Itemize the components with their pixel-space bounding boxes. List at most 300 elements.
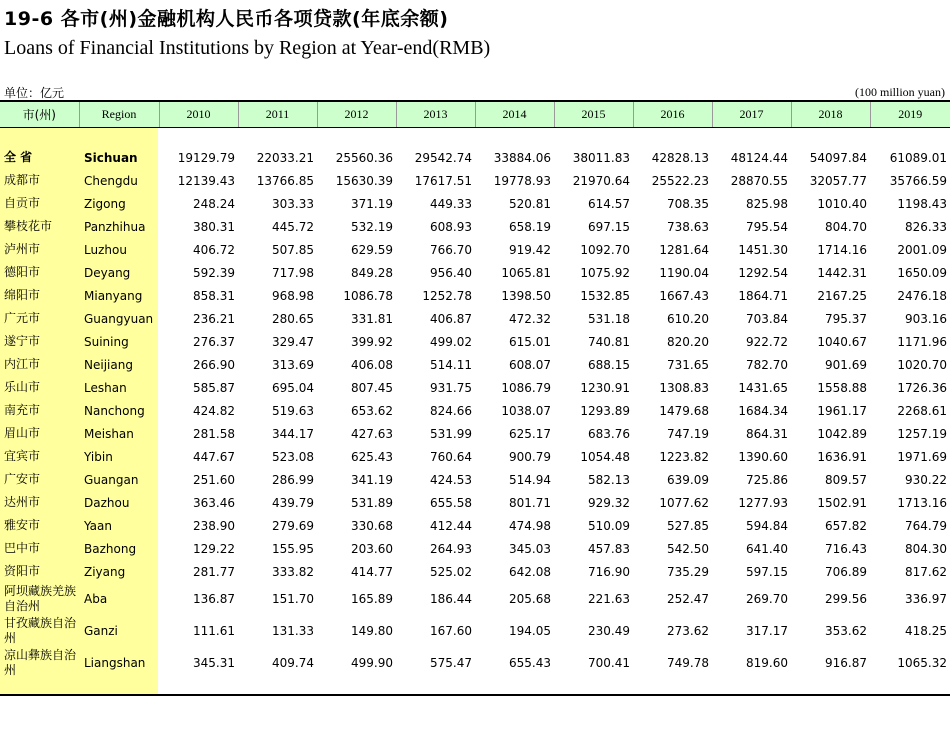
row-city-cn: 甘孜藏族自治州 bbox=[4, 616, 77, 645]
cell-value-2018: 901.69 bbox=[825, 357, 867, 372]
table-title-english: Loans of Financial Institutions by Region at Year-end(RMB) bbox=[4, 37, 491, 59]
cell-value-2017: 725.86 bbox=[746, 472, 788, 487]
cell-value-2011: 523.08 bbox=[272, 449, 314, 464]
cell-value-2015: 683.76 bbox=[588, 426, 630, 441]
cell-value-2019: 61089.01 bbox=[889, 150, 947, 165]
row-region-en: Luzhou bbox=[84, 242, 127, 257]
cell-value-2018: 54097.84 bbox=[809, 150, 867, 165]
cell-value-2013: 608.93 bbox=[430, 219, 472, 234]
row-region-en: Ziyang bbox=[84, 564, 126, 579]
row-region-en: Guangan bbox=[84, 472, 139, 487]
cell-value-2016: 542.50 bbox=[667, 541, 709, 556]
row-city-cn: 攀枝花市 bbox=[4, 219, 53, 233]
row-city-cn: 眉山市 bbox=[4, 426, 41, 440]
cell-value-2015: 531.18 bbox=[588, 311, 630, 326]
cell-value-2013: 766.70 bbox=[430, 242, 472, 257]
cell-value-2017: 317.17 bbox=[746, 624, 788, 638]
cell-value-2010: 447.67 bbox=[193, 449, 235, 464]
cell-value-2011: 13766.85 bbox=[256, 173, 314, 188]
cell-value-2010: 281.77 bbox=[193, 564, 235, 579]
cell-value-2013: 424.53 bbox=[430, 472, 472, 487]
cell-value-2017: 703.84 bbox=[746, 311, 788, 326]
table-row bbox=[0, 284, 950, 307]
cell-value-2016: 527.85 bbox=[667, 518, 709, 533]
cell-value-2017: 641.40 bbox=[746, 541, 788, 556]
cell-value-2012: 653.62 bbox=[351, 403, 393, 418]
cell-value-2011: 344.17 bbox=[272, 426, 314, 441]
cell-value-2019: 1020.70 bbox=[897, 357, 947, 372]
cell-value-2015: 457.83 bbox=[588, 541, 630, 556]
cell-value-2012: 203.60 bbox=[351, 541, 393, 556]
table-row bbox=[0, 537, 950, 560]
table-row bbox=[0, 307, 950, 330]
table-row bbox=[0, 647, 950, 679]
header-year: 2016 bbox=[633, 102, 712, 128]
cell-value-2012: 625.43 bbox=[351, 449, 393, 464]
cell-value-2019: 35766.59 bbox=[889, 173, 947, 188]
table-row bbox=[0, 146, 950, 169]
row-region-en: Neijiang bbox=[84, 357, 133, 372]
cell-value-2012: 399.92 bbox=[351, 334, 393, 349]
cell-value-2014: 474.98 bbox=[509, 518, 551, 533]
cell-value-2015: 1230.91 bbox=[580, 380, 630, 395]
cell-value-2019: 2001.09 bbox=[897, 242, 947, 257]
row-city-cn: 广安市 bbox=[4, 472, 41, 486]
cell-value-2013: 406.87 bbox=[430, 311, 472, 326]
cell-value-2010: 592.39 bbox=[193, 265, 235, 280]
cell-value-2019: 2476.18 bbox=[897, 288, 947, 303]
cell-value-2014: 33884.06 bbox=[493, 150, 551, 165]
cell-value-2016: 1190.04 bbox=[659, 265, 709, 280]
row-city-cn: 达州市 bbox=[4, 495, 41, 509]
cell-value-2017: 48124.44 bbox=[730, 150, 788, 165]
cell-value-2017: 1390.60 bbox=[738, 449, 788, 464]
cell-value-2018: 2167.25 bbox=[817, 288, 867, 303]
cell-value-2015: 929.32 bbox=[588, 495, 630, 510]
row-region-en: Ganzi bbox=[84, 624, 118, 638]
cell-value-2019: 1971.69 bbox=[897, 449, 947, 464]
header-year: 2015 bbox=[554, 102, 633, 128]
cell-value-2015: 614.57 bbox=[588, 196, 630, 211]
cell-value-2016: 820.20 bbox=[667, 334, 709, 349]
table-row bbox=[0, 560, 950, 583]
cell-value-2012: 330.68 bbox=[351, 518, 393, 533]
row-city-cn: 资阳市 bbox=[4, 564, 41, 578]
table-row bbox=[0, 353, 950, 376]
cell-value-2011: 286.99 bbox=[272, 472, 314, 487]
header-year: 2013 bbox=[396, 102, 475, 128]
cell-value-2019: 2268.61 bbox=[897, 403, 947, 418]
row-region-en: Chengdu bbox=[84, 173, 138, 188]
cell-value-2016: 735.29 bbox=[667, 564, 709, 579]
cell-value-2010: 12139.43 bbox=[177, 173, 235, 188]
cell-value-2016: 610.20 bbox=[667, 311, 709, 326]
cell-value-2011: 968.98 bbox=[272, 288, 314, 303]
cell-value-2019: 826.33 bbox=[905, 219, 947, 234]
cell-value-2010: 281.58 bbox=[193, 426, 235, 441]
header-city: 市(州) bbox=[0, 102, 79, 128]
row-city-cn: 巴中市 bbox=[4, 541, 41, 555]
row-city-cn: 德阳市 bbox=[4, 265, 41, 279]
row-region-en: Suining bbox=[84, 334, 129, 349]
cell-value-2014: 658.19 bbox=[509, 219, 551, 234]
cell-value-2014: 919.42 bbox=[509, 242, 551, 257]
row-city-cn: 遂宁市 bbox=[4, 334, 41, 348]
cell-value-2016: 708.35 bbox=[667, 196, 709, 211]
cell-value-2012: 1086.78 bbox=[343, 288, 393, 303]
cell-value-2015: 38011.83 bbox=[572, 150, 630, 165]
cell-value-2019: 1650.09 bbox=[897, 265, 947, 280]
cell-value-2014: 642.08 bbox=[509, 564, 551, 579]
cell-value-2012: 849.28 bbox=[351, 265, 393, 280]
cell-value-2018: 1042.89 bbox=[817, 426, 867, 441]
row-region-en: Leshan bbox=[84, 380, 127, 395]
cell-value-2012: 629.59 bbox=[351, 242, 393, 257]
row-city-cn: 泸州市 bbox=[4, 242, 41, 256]
cell-value-2010: 585.87 bbox=[193, 380, 235, 395]
cell-value-2012: 427.63 bbox=[351, 426, 393, 441]
cell-value-2012: 341.19 bbox=[351, 472, 393, 487]
cell-value-2019: 1713.16 bbox=[897, 495, 947, 510]
cell-value-2010: 380.31 bbox=[193, 219, 235, 234]
cell-value-2019: 903.16 bbox=[905, 311, 947, 326]
cell-value-2012: 165.89 bbox=[351, 592, 393, 606]
cell-value-2010: 424.82 bbox=[193, 403, 235, 418]
cell-value-2016: 1308.83 bbox=[659, 380, 709, 395]
cell-value-2010: 406.72 bbox=[193, 242, 235, 257]
cell-value-2010: 276.37 bbox=[193, 334, 235, 349]
cell-value-2018: 1961.17 bbox=[817, 403, 867, 418]
cell-value-2013: 931.75 bbox=[430, 380, 472, 395]
cell-value-2016: 1281.64 bbox=[659, 242, 709, 257]
row-region-en: Liangshan bbox=[84, 656, 146, 670]
header-year: 2014 bbox=[475, 102, 554, 128]
cell-value-2013: 514.11 bbox=[430, 357, 472, 372]
table-row bbox=[0, 583, 950, 615]
cell-value-2015: 1092.70 bbox=[580, 242, 630, 257]
cell-value-2012: 406.08 bbox=[351, 357, 393, 372]
table-row bbox=[0, 491, 950, 514]
cell-value-2011: 280.65 bbox=[272, 311, 314, 326]
cell-value-2018: 706.89 bbox=[825, 564, 867, 579]
row-region-en: Yibin bbox=[84, 449, 113, 464]
cell-value-2014: 194.05 bbox=[509, 624, 551, 638]
cell-value-2014: 205.68 bbox=[509, 592, 551, 606]
cell-value-2019: 764.79 bbox=[905, 518, 947, 533]
cell-value-2015: 688.15 bbox=[588, 357, 630, 372]
cell-value-2017: 795.54 bbox=[746, 219, 788, 234]
cell-value-2013: 525.02 bbox=[430, 564, 472, 579]
cell-value-2011: 303.33 bbox=[272, 196, 314, 211]
cell-value-2015: 1054.48 bbox=[580, 449, 630, 464]
unit-label-chinese: 单位：亿元 bbox=[4, 86, 65, 100]
cell-value-2013: 824.66 bbox=[430, 403, 472, 418]
cell-value-2014: 1038.07 bbox=[501, 403, 551, 418]
cell-value-2019: 804.30 bbox=[905, 541, 947, 556]
row-city-cn: 绵阳市 bbox=[4, 288, 41, 302]
cell-value-2017: 1277.93 bbox=[738, 495, 788, 510]
table-bottom-rule bbox=[0, 694, 950, 696]
cell-value-2011: 151.70 bbox=[272, 592, 314, 606]
header-region: Region bbox=[79, 102, 159, 128]
table-row bbox=[0, 330, 950, 353]
cell-value-2012: 149.80 bbox=[351, 624, 393, 638]
cell-value-2012: 414.77 bbox=[351, 564, 393, 579]
row-region-en: Guangyuan bbox=[84, 311, 154, 326]
table-row bbox=[0, 238, 950, 261]
cell-value-2010: 111.61 bbox=[193, 624, 235, 638]
cell-value-2012: 531.89 bbox=[351, 495, 393, 510]
cell-value-2018: 916.87 bbox=[825, 656, 867, 670]
cell-value-2010: 345.31 bbox=[193, 656, 235, 670]
table-row bbox=[0, 468, 950, 491]
cell-value-2010: 248.24 bbox=[193, 196, 235, 211]
cell-value-2017: 1292.54 bbox=[738, 265, 788, 280]
cell-value-2011: 717.98 bbox=[272, 265, 314, 280]
cell-value-2013: 186.44 bbox=[430, 592, 472, 606]
cell-value-2013: 499.02 bbox=[430, 334, 472, 349]
cell-value-2014: 1398.50 bbox=[501, 288, 551, 303]
cell-value-2016: 731.65 bbox=[667, 357, 709, 372]
table-row bbox=[0, 261, 950, 284]
table-row bbox=[0, 192, 950, 215]
cell-value-2019: 930.22 bbox=[905, 472, 947, 487]
data-table bbox=[0, 146, 950, 679]
cell-value-2014: 1065.81 bbox=[501, 265, 551, 280]
cell-value-2017: 1451.30 bbox=[738, 242, 788, 257]
cell-value-2015: 21970.64 bbox=[572, 173, 630, 188]
row-region-en: Dazhou bbox=[84, 495, 130, 510]
cell-value-2012: 331.81 bbox=[351, 311, 393, 326]
cell-value-2015: 716.90 bbox=[588, 564, 630, 579]
cell-value-2016: 747.19 bbox=[667, 426, 709, 441]
cell-value-2016: 252.47 bbox=[667, 592, 709, 606]
cell-value-2017: 922.72 bbox=[746, 334, 788, 349]
cell-value-2019: 1726.36 bbox=[897, 380, 947, 395]
cell-value-2013: 531.99 bbox=[430, 426, 472, 441]
row-city-cn: 全 省 bbox=[4, 150, 33, 164]
cell-value-2018: 1636.91 bbox=[817, 449, 867, 464]
cell-value-2014: 608.07 bbox=[509, 357, 551, 372]
cell-value-2017: 1684.34 bbox=[738, 403, 788, 418]
header-year: 2018 bbox=[791, 102, 870, 128]
cell-value-2018: 1040.67 bbox=[817, 334, 867, 349]
cell-value-2019: 336.97 bbox=[905, 592, 947, 606]
row-region-en: Meishan bbox=[84, 426, 134, 441]
cell-value-2017: 594.84 bbox=[746, 518, 788, 533]
cell-value-2016: 738.63 bbox=[667, 219, 709, 234]
cell-value-2014: 514.94 bbox=[509, 472, 551, 487]
cell-value-2011: 329.47 bbox=[272, 334, 314, 349]
cell-value-2017: 825.98 bbox=[746, 196, 788, 211]
cell-value-2012: 15630.39 bbox=[335, 173, 393, 188]
cell-value-2011: 22033.21 bbox=[256, 150, 314, 165]
table-header bbox=[0, 102, 950, 128]
cell-value-2015: 582.13 bbox=[588, 472, 630, 487]
cell-value-2013: 956.40 bbox=[430, 265, 472, 280]
cell-value-2011: 519.63 bbox=[272, 403, 314, 418]
cell-value-2016: 1479.68 bbox=[659, 403, 709, 418]
table-title-chinese: 19-6 各市(州)金融机构人民币各项贷款(年底余额) bbox=[4, 8, 449, 30]
cell-value-2011: 131.33 bbox=[272, 624, 314, 638]
cell-value-2014: 900.79 bbox=[509, 449, 551, 464]
table-row bbox=[0, 215, 950, 238]
row-region-en: Zigong bbox=[84, 196, 126, 211]
cell-value-2014: 655.43 bbox=[509, 656, 551, 670]
cell-value-2013: 655.58 bbox=[430, 495, 472, 510]
row-city-cn: 凉山彝族自治州 bbox=[4, 648, 77, 677]
header-year: 2012 bbox=[317, 102, 396, 128]
cell-value-2011: 313.69 bbox=[272, 357, 314, 372]
cell-value-2019: 1171.96 bbox=[897, 334, 947, 349]
cell-value-2015: 1293.89 bbox=[580, 403, 630, 418]
cell-value-2014: 615.01 bbox=[509, 334, 551, 349]
cell-value-2016: 42828.13 bbox=[651, 150, 709, 165]
cell-value-2017: 269.70 bbox=[746, 592, 788, 606]
cell-value-2013: 760.64 bbox=[430, 449, 472, 464]
table-row bbox=[0, 615, 950, 647]
cell-value-2015: 700.41 bbox=[588, 656, 630, 670]
cell-value-2013: 29542.74 bbox=[414, 150, 472, 165]
row-city-cn: 宜宾市 bbox=[4, 449, 41, 463]
cell-value-2010: 129.22 bbox=[193, 541, 235, 556]
cell-value-2011: 333.82 bbox=[272, 564, 314, 579]
cell-value-2010: 858.31 bbox=[193, 288, 235, 303]
row-city-cn: 内江市 bbox=[4, 357, 41, 371]
cell-value-2015: 1532.85 bbox=[580, 288, 630, 303]
cell-value-2010: 136.87 bbox=[193, 592, 235, 606]
row-city-cn: 广元市 bbox=[4, 311, 41, 325]
cell-value-2011: 439.79 bbox=[272, 495, 314, 510]
header-year: 2017 bbox=[712, 102, 791, 128]
cell-value-2011: 445.72 bbox=[272, 219, 314, 234]
cell-value-2018: 353.62 bbox=[825, 624, 867, 638]
row-region-en: Panzhihua bbox=[84, 219, 146, 234]
table-row bbox=[0, 376, 950, 399]
row-region-en: Nanchong bbox=[84, 403, 145, 418]
cell-value-2012: 371.19 bbox=[351, 196, 393, 211]
cell-value-2017: 1431.65 bbox=[738, 380, 788, 395]
cell-value-2018: 1010.40 bbox=[817, 196, 867, 211]
cell-value-2018: 32057.77 bbox=[809, 173, 867, 188]
row-region-en: Mianyang bbox=[84, 288, 143, 303]
table-row bbox=[0, 399, 950, 422]
cell-value-2018: 1558.88 bbox=[817, 380, 867, 395]
cell-value-2018: 809.57 bbox=[825, 472, 867, 487]
cell-value-2019: 817.62 bbox=[905, 564, 947, 579]
cell-value-2010: 251.60 bbox=[193, 472, 235, 487]
header-year: 2011 bbox=[238, 102, 317, 128]
cell-value-2019: 1198.43 bbox=[897, 196, 947, 211]
cell-value-2018: 657.82 bbox=[825, 518, 867, 533]
row-region-en: Yaan bbox=[84, 518, 112, 533]
cell-value-2010: 363.46 bbox=[193, 495, 235, 510]
cell-value-2015: 1075.92 bbox=[580, 265, 630, 280]
cell-value-2013: 412.44 bbox=[430, 518, 472, 533]
cell-value-2011: 409.74 bbox=[272, 656, 314, 670]
cell-value-2015: 697.15 bbox=[588, 219, 630, 234]
cell-value-2014: 625.17 bbox=[509, 426, 551, 441]
cell-value-2018: 804.70 bbox=[825, 219, 867, 234]
row-region-en: Sichuan bbox=[84, 150, 138, 165]
cell-value-2016: 273.62 bbox=[667, 624, 709, 638]
cell-value-2017: 597.15 bbox=[746, 564, 788, 579]
cell-value-2017: 28870.55 bbox=[730, 173, 788, 188]
cell-value-2018: 1502.91 bbox=[817, 495, 867, 510]
cell-value-2014: 345.03 bbox=[509, 541, 551, 556]
cell-value-2011: 695.04 bbox=[272, 380, 314, 395]
cell-value-2018: 716.43 bbox=[825, 541, 867, 556]
cell-value-2010: 238.90 bbox=[193, 518, 235, 533]
row-city-cn: 自贡市 bbox=[4, 196, 41, 210]
cell-value-2013: 1252.78 bbox=[422, 288, 472, 303]
cell-value-2010: 19129.79 bbox=[177, 150, 235, 165]
cell-value-2010: 236.21 bbox=[193, 311, 235, 326]
cell-value-2016: 639.09 bbox=[667, 472, 709, 487]
header-year: 2019 bbox=[870, 102, 950, 128]
cell-value-2018: 795.37 bbox=[825, 311, 867, 326]
cell-value-2014: 520.81 bbox=[509, 196, 551, 211]
cell-value-2011: 155.95 bbox=[272, 541, 314, 556]
cell-value-2014: 1086.79 bbox=[501, 380, 551, 395]
cell-value-2017: 819.60 bbox=[746, 656, 788, 670]
cell-value-2010: 266.90 bbox=[193, 357, 235, 372]
cell-value-2014: 472.32 bbox=[509, 311, 551, 326]
cell-value-2016: 1667.43 bbox=[659, 288, 709, 303]
table-row bbox=[0, 422, 950, 445]
cell-value-2011: 279.69 bbox=[272, 518, 314, 533]
row-city-cn: 南充市 bbox=[4, 403, 41, 417]
cell-value-2016: 1223.82 bbox=[659, 449, 709, 464]
row-region-en: Aba bbox=[84, 592, 108, 606]
cell-value-2013: 167.60 bbox=[430, 624, 472, 638]
row-city-cn: 成都市 bbox=[4, 173, 41, 187]
cell-value-2015: 740.81 bbox=[588, 334, 630, 349]
table-row bbox=[0, 514, 950, 537]
row-city-cn: 乐山市 bbox=[4, 380, 41, 394]
cell-value-2013: 575.47 bbox=[430, 656, 472, 670]
cell-value-2015: 221.63 bbox=[588, 592, 630, 606]
cell-value-2018: 1442.31 bbox=[817, 265, 867, 280]
cell-value-2012: 25560.36 bbox=[335, 150, 393, 165]
cell-value-2016: 1077.62 bbox=[659, 495, 709, 510]
cell-value-2015: 510.09 bbox=[588, 518, 630, 533]
cell-value-2011: 507.85 bbox=[272, 242, 314, 257]
cell-value-2013: 17617.51 bbox=[414, 173, 472, 188]
row-region-en: Bazhong bbox=[84, 541, 137, 556]
cell-value-2018: 1714.16 bbox=[817, 242, 867, 257]
cell-value-2013: 449.33 bbox=[430, 196, 472, 211]
cell-value-2014: 19778.93 bbox=[493, 173, 551, 188]
table-row bbox=[0, 169, 950, 192]
cell-value-2017: 1864.71 bbox=[738, 288, 788, 303]
cell-value-2014: 801.71 bbox=[509, 495, 551, 510]
cell-value-2013: 264.93 bbox=[430, 541, 472, 556]
cell-value-2017: 782.70 bbox=[746, 357, 788, 372]
header-year: 2010 bbox=[159, 102, 238, 128]
cell-value-2015: 230.49 bbox=[588, 624, 630, 638]
cell-value-2019: 1257.19 bbox=[897, 426, 947, 441]
cell-value-2012: 807.45 bbox=[351, 380, 393, 395]
row-city-cn: 阿坝藏族羌族自治州 bbox=[4, 584, 77, 613]
cell-value-2019: 418.25 bbox=[905, 624, 947, 638]
cell-value-2016: 25522.23 bbox=[651, 173, 709, 188]
cell-value-2016: 749.78 bbox=[667, 656, 709, 670]
row-city-cn: 雅安市 bbox=[4, 518, 41, 532]
row-region-en: Deyang bbox=[84, 265, 131, 280]
cell-value-2012: 499.90 bbox=[351, 656, 393, 670]
cell-value-2019: 1065.32 bbox=[897, 656, 947, 670]
